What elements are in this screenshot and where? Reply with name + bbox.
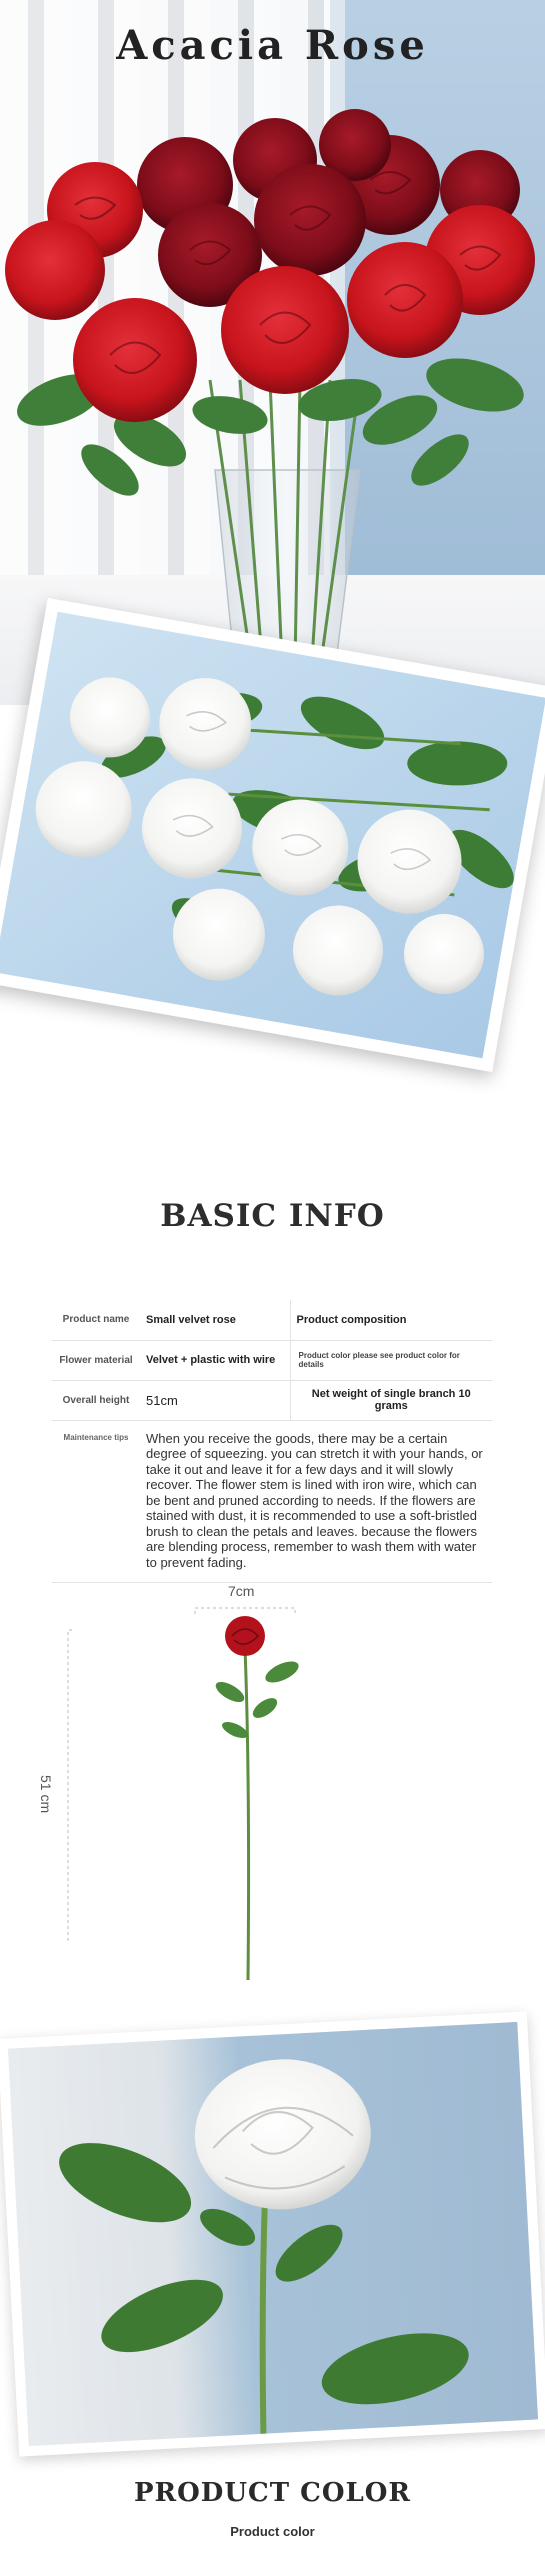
table-row: [52, 1420, 492, 1583]
product-name-label: Product name: [52, 1300, 140, 1340]
single-white-rose-photo: [0, 2011, 545, 2456]
flower-material-label: Flower material: [52, 1340, 140, 1380]
table-row: [52, 1300, 492, 1340]
table-row: [52, 1340, 492, 1380]
single-rose-dimension-image: [60, 1600, 360, 1980]
product-color-note: Product color please see product color for details: [290, 1340, 492, 1380]
width-dimension-label: 7cm: [228, 1583, 255, 1599]
single-white-rose-image: [8, 2022, 538, 2446]
flower-material-value: Velvet + plastic with wire: [140, 1340, 290, 1380]
maintenance-tips-label: Maintenance tips: [52, 1420, 140, 1583]
product-color-title: PRODUCT COLOR: [134, 2478, 411, 2508]
red-rose-bouquet-image: [0, 0, 545, 705]
hero-section: [0, 0, 545, 705]
table-row: [52, 1380, 492, 1420]
net-weight-value: Net weight of single branch 10 grams: [290, 1380, 492, 1420]
maintenance-tips-text: When you receive the goods, there may be a certain degree of squeezing. you can stretch it with your hands, or take it out and leave it for a few days and it will slowly recover. The flower stem is lined with iron wire, which can be bent and pruned according to needs. If the flowers are stained with dust, it is recommended to use a soft-bristled brush to clean the petals and leaves. because the flowers are blending process, remember to wash them with water to prevent fading.: [140, 1420, 492, 1583]
overall-height-label: Overall height: [52, 1380, 140, 1420]
basic-info-title: BASIC INFO: [160, 1198, 385, 1234]
hero-title: Acacia Rose: [116, 22, 429, 69]
overall-height-value: 51cm: [140, 1380, 290, 1420]
white-rose-bunch-image: [0, 612, 545, 1059]
basic-info-table: [52, 1300, 492, 1583]
height-dimension-label: 51 cm: [38, 1775, 54, 1814]
product-color-subtitle: Product color: [230, 2524, 315, 2539]
product-name-value: Small velvet rose: [140, 1300, 290, 1340]
product-composition-label: Product composition: [290, 1300, 492, 1340]
